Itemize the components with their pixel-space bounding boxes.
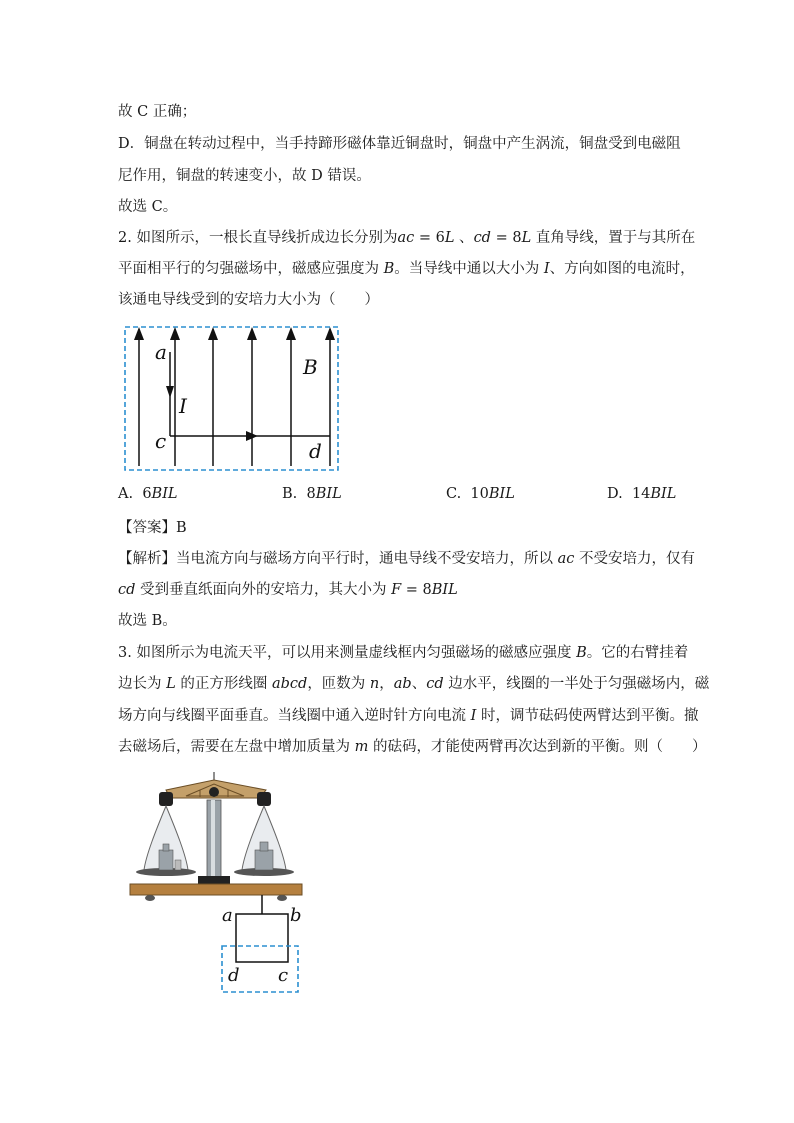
analysis-line-3: 故选 B。 [118,613,177,629]
balance-base [130,884,302,895]
field-arrow [247,327,257,340]
question-3-line-3: 场方向与线圈平面垂直。当线圈中通入逆时针方向电流 I 时，调节砝码使两臂达到平衡。撤 [118,708,699,724]
figure-current-balance [126,770,316,1000]
question-3-line-2: 边长为 L 的正方形线圈 abcd，匝数为 n，ab、cd 边水平，线圈的一半处于匀强磁场内，磁 [118,676,710,692]
answer-label: 【答案】B [118,520,187,536]
label-c: c [155,429,167,453]
coil-label-b: b [290,905,302,926]
analysis-line-2: cd 受到垂直纸面向外的安培力，其大小为 F = 8BIL [118,582,458,598]
question-2-line-2: 平面相平行的匀强磁场中，磁感应强度为 B。当导线中通以大小为 I、方向如图的电流时， [118,261,695,277]
field-arrow [170,327,180,340]
current-arrow-down [166,386,174,398]
option-c: C. 10BIL [446,486,515,502]
label-B: B [303,355,318,379]
text-line: D．铜盘在转动过程中，当手持蹄形磁体靠近铜盘时，铜盘中产生涡流，铜盘受到电磁阻 [118,136,681,152]
option-b: B. 8BIL [282,486,342,502]
analysis-line-1: 【解析】当电流方向与磁场方向平行时，通电导线不受安培力，所以 ac 不受安培力，仅有 [118,551,695,567]
question-2-line-1: 2. 如图所示，一根长直导线折成边长分别为ac = 6L 、cd = 8L 直角导线，置于与其所在 [118,230,696,246]
text-line: 故 C 正确； [118,104,197,120]
label-a: a [155,340,167,364]
field-arrow [208,327,218,340]
coil-label-d: d [228,965,240,986]
question-2-line-3: 该通电导线受到的安培力大小为（ ） [118,292,379,308]
text-line: 故选 C。 [118,199,178,215]
field-arrow [325,327,335,340]
figure-magnetic-field [122,324,342,474]
option-d: D. 14BIL [607,486,677,502]
options-row [118,486,678,506]
question-3-line-4: 去磁场后，需要在左盘中增加质量为 m 的砝码，才能使两臂再次达到新的平衡。则（ ） [118,739,707,755]
label-I: I [179,394,187,418]
field-arrow [134,327,144,340]
coil-label-c: c [278,965,289,986]
label-d: d [309,439,322,463]
square-coil [236,914,288,962]
field-arrow [286,327,296,340]
option-a: A. 6BIL [118,486,178,502]
text-line: 尼作用，铜盘的转速变小，故 D 错误。 [118,168,371,184]
coil-label-a: a [222,905,233,926]
question-3-line-1: 3. 如图所示为电流天平，可以用来测量虚线框内匀强磁场的磁感应强度 B。它的右臂挂着 [118,645,689,661]
